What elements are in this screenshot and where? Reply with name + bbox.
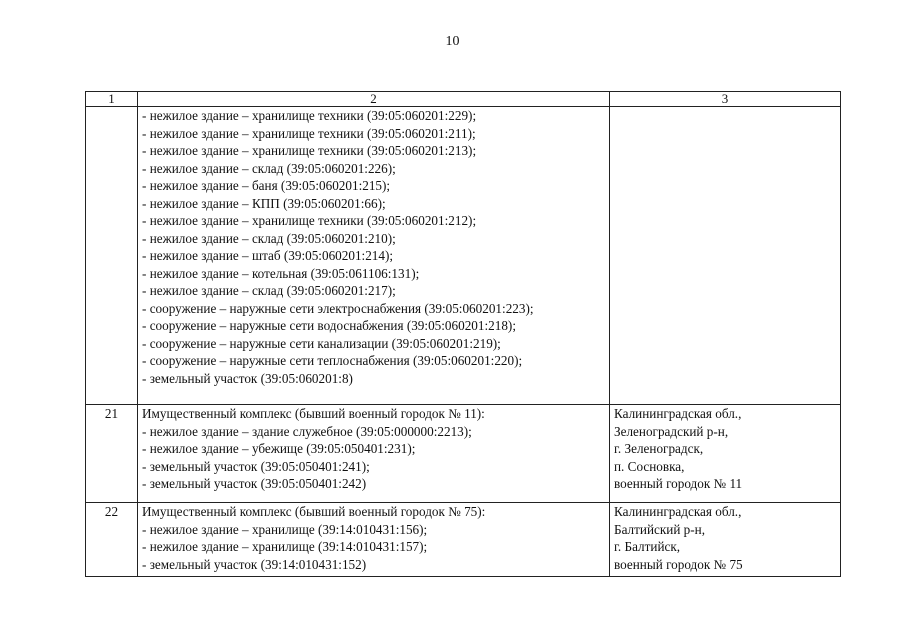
table-header-row bbox=[86, 92, 841, 107]
property-table bbox=[85, 91, 841, 577]
property-line: - сооружение – наружные сети теплоснабжения (39:05:060201:220); bbox=[142, 353, 523, 368]
property-line: - нежилое здание – КПП (39:05:060201:66); bbox=[142, 195, 386, 211]
property-line: - нежилое здание – хранилище техники (39:05:060201:211); bbox=[142, 125, 476, 141]
property-line: - нежилое здание – штаб (39:05:060201:214); bbox=[142, 248, 394, 263]
property-line: - нежилое здание – здание служебное (39:05:000000:2213); bbox=[142, 423, 472, 439]
property-line: - нежилое здание – склад (39:05:060201:210); bbox=[142, 230, 396, 246]
property-line: - земельный участок (39:14:010431:152) bbox=[142, 556, 367, 572]
property-line: - нежилое здание – хранилище (39:14:010431:157); bbox=[142, 539, 428, 554]
location-line: Калининградская обл., bbox=[614, 406, 742, 421]
location-line: Балтийский р-н, bbox=[614, 521, 706, 537]
location-line: п. Сосновка, bbox=[614, 458, 685, 474]
property-line: - нежилое здание – хранилище техники (39:05:060201:212); bbox=[142, 213, 477, 228]
property-line: - сооружение – наружные сети электроснабжения (39:05:060201:223); bbox=[142, 300, 534, 316]
property-line: - земельный участок (39:05:050401:242) bbox=[142, 476, 367, 491]
property-line: Имущественный комплекс (бывший военный городок № 75): bbox=[142, 504, 486, 519]
property-line: - земельный участок (39:05:060201:8) bbox=[142, 370, 353, 386]
row-number: 21 bbox=[86, 405, 138, 503]
property-line: - сооружение – наружные сети водоснабжения (39:05:060201:218); bbox=[142, 318, 516, 333]
property-line: - нежилое здание – хранилище техники (39:05:060201:213); bbox=[142, 143, 477, 158]
property-location bbox=[610, 107, 841, 405]
column-header-2: 2 bbox=[138, 92, 610, 107]
property-line: Имущественный комплекс (бывший военный городок № 11): bbox=[142, 406, 485, 421]
column-header-3: 3 bbox=[610, 92, 841, 107]
property-line: - нежилое здание – котельная (39:05:061106:131); bbox=[142, 265, 420, 281]
property-description bbox=[138, 503, 610, 577]
location-line: военный городок № 11 bbox=[614, 476, 743, 491]
property-line: - нежилое здание – хранилище (39:14:010431:156); bbox=[142, 521, 428, 537]
page-number: 10 bbox=[445, 34, 460, 49]
property-line: - нежилое здание – убежище (39:05:050401:231); bbox=[142, 441, 416, 456]
location-line: Зеленоградский р-н, bbox=[614, 423, 729, 439]
table-row bbox=[86, 405, 841, 503]
table-row bbox=[86, 503, 841, 577]
location-line: г. Балтийск, bbox=[614, 539, 681, 554]
property-description bbox=[138, 107, 610, 405]
location-line: Калининградская обл., bbox=[614, 504, 742, 519]
row-number: 22 bbox=[86, 503, 138, 577]
column-header-1: 1 bbox=[86, 92, 138, 107]
property-line: - сооружение – наружные сети канализации (39:05:060201:219); bbox=[142, 335, 501, 351]
property-line: - нежилое здание – хранилище техники (39:05:060201:229); bbox=[142, 108, 477, 123]
table-row-continuation bbox=[86, 107, 841, 405]
location-line: военный городок № 75 bbox=[614, 556, 743, 572]
property-location bbox=[610, 405, 841, 503]
property-location bbox=[610, 503, 841, 577]
location-line: г. Зеленоградск, bbox=[614, 441, 704, 456]
property-line: - нежилое здание – склад (39:05:060201:217); bbox=[142, 283, 396, 298]
property-line: - нежилое здание – склад (39:05:060201:226); bbox=[142, 160, 396, 176]
property-line: - нежилое здание – баня (39:05:060201:215); bbox=[142, 178, 391, 193]
row-number bbox=[86, 107, 138, 405]
property-line: - земельный участок (39:05:050401:241); bbox=[142, 458, 370, 474]
property-description bbox=[138, 405, 610, 503]
